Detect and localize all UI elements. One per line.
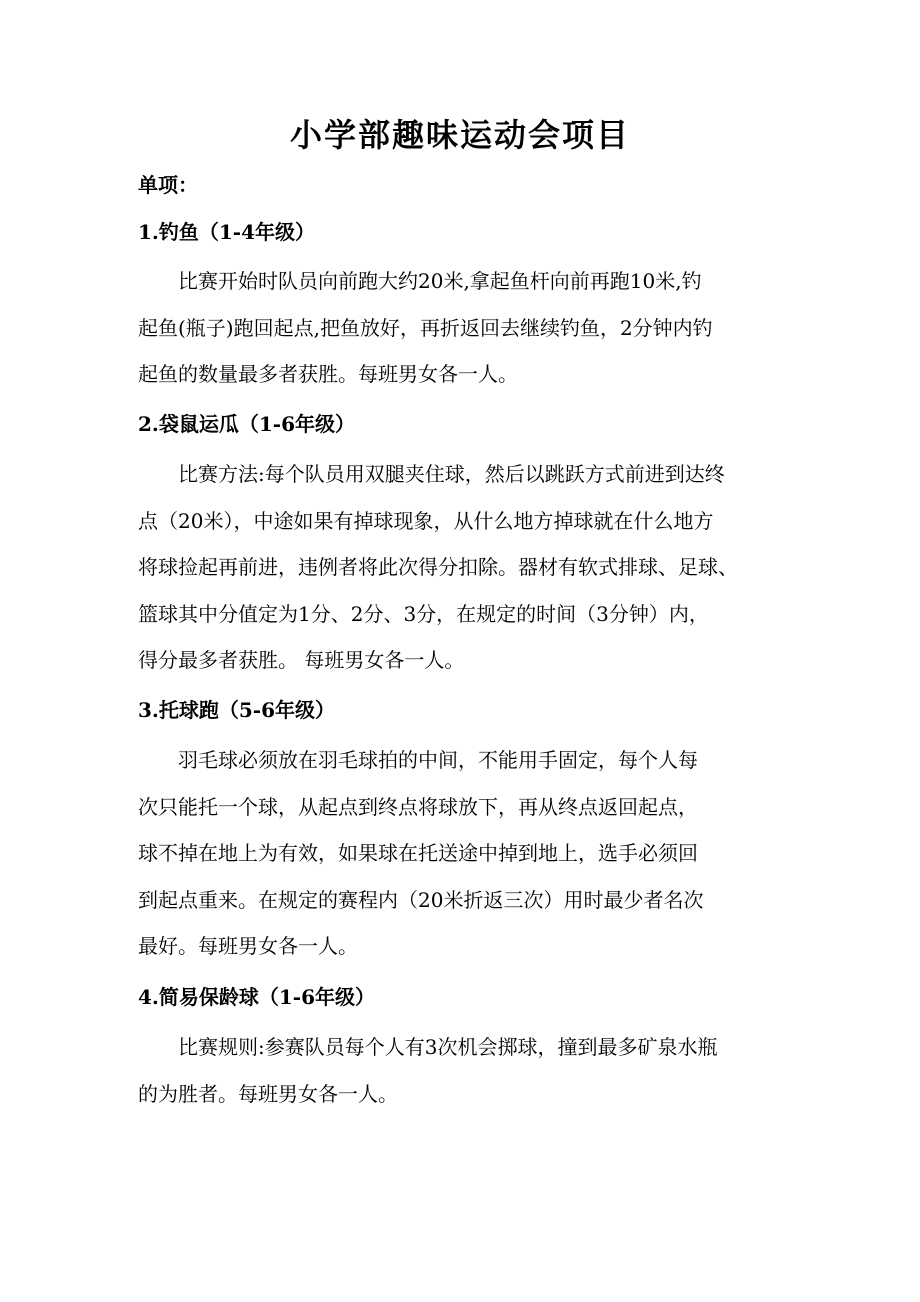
document-title: 小学部趣味运动会项目	[289, 116, 630, 154]
event-heading-bowling: 4.简易保龄球（1-6年级）	[138, 985, 376, 1009]
text-line: 羽毛球必须放在羽毛球拍的中间，不能用手固定，每个人每	[178, 748, 698, 772]
text-line: 将球捡起再前进，违例者将此次得分扣除。器材有软式排球、足球、	[138, 555, 738, 579]
text-line: 的为胜者。每班男女各一人。	[138, 1081, 398, 1106]
text-line: 球不掉在地上为有效，如果球在托送途中掉到地上，选手必须回	[138, 841, 698, 865]
text-line: 点（20米），中途如果有掉球现象，从什么地方掉球就在什么地方	[138, 508, 714, 533]
event-description-fishing	[138, 258, 798, 398]
text-line: 比赛规则:参赛队员每个人有3次机会掷球，撞到最多矿泉水瓶	[178, 1035, 718, 1059]
section-label: 单项：	[138, 173, 198, 197]
event-description-kangaroo	[138, 451, 798, 684]
text-line: 次只能托一个球，从起点到终点将球放下，再从终点返回起点，	[138, 794, 698, 819]
text-line: 比赛开始时队员向前跑大约20米,拿起鱼杆向前再跑10米,钓	[178, 269, 702, 293]
event-heading-kangaroo: 2.袋鼠运瓜（1-6年级）	[138, 412, 356, 436]
text-line: 得分最多者获胜。 每班男女各一人。	[138, 648, 465, 672]
text-line: 比赛方法:每个队员用双腿夹住球，然后以跳跃方式前进到达终	[178, 462, 725, 486]
text-line: 篮球其中分值定为1分、2分、3分，在规定的时间（3分钟）内，	[138, 601, 709, 626]
event-heading-fishing: 1.钓鱼（1-4年级）	[138, 220, 316, 244]
event-heading-ball-carry: 3.托球跑（5-6年级）	[138, 698, 336, 722]
text-line: 起鱼(瓶子)跑回起点,把鱼放好，再折返回去继续钓鱼，2分钟内钓	[138, 315, 713, 340]
text-line: 最好。每班男女各一人。	[138, 934, 358, 958]
event-description-ball-carry	[138, 737, 798, 970]
text-line: 起鱼的数量最多者获胜。每班男女各一人。	[138, 362, 518, 386]
event-description-bowling	[138, 1024, 798, 1117]
text-line: 到起点重来。在规定的赛程内（20米折返三次）用时最少者名次	[138, 887, 704, 912]
